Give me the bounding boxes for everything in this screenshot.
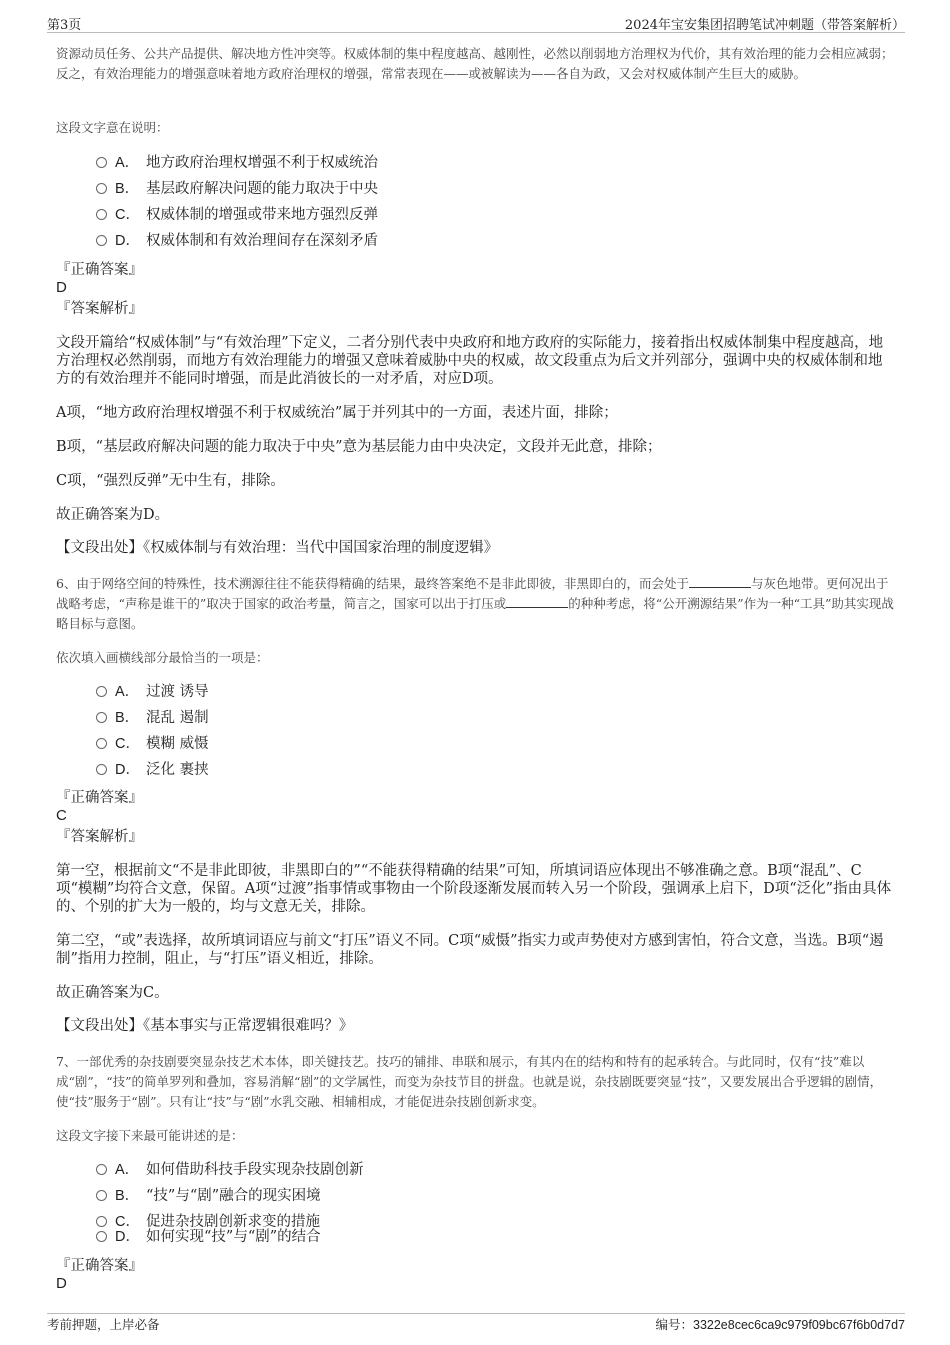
- q7-option-a[interactable]: A． 如何借助科技手段实现杂技剧创新: [96, 1160, 364, 1180]
- q7-answer-label: 『正确答案』: [56, 1258, 143, 1274]
- q5-analysis-label: 『答案解析』: [56, 301, 143, 317]
- radio-icon[interactable]: [96, 209, 107, 220]
- page-footer: [47, 1313, 905, 1332]
- q7-option-d[interactable]: D． 如何实现“技”与“剧”的结合: [96, 1227, 321, 1247]
- q6-option-a[interactable]: A． 过渡 诱导: [96, 682, 209, 702]
- q5-analysis-paragraph: C项，“强烈反弹”无中生有，排除。: [56, 473, 285, 489]
- q5-answer-label: 『正确答案』: [56, 262, 143, 278]
- radio-icon[interactable]: [96, 738, 107, 749]
- q5-analysis-paragraph: B项，“基层政府解决问题的能力取决于中央”意为基层能力由中央决定，文段并无此意，排除；: [56, 439, 662, 455]
- q6-passage: 6、由于网络空间的特殊性，技术溯源往往不能获得精确的结果，最终答案绝不是非此即彼，非黑即白的，而会处于 与灰色地带。更何况出于战略考虑，“声称是谁干的”取决于国家的政治考量，简言之，国家可以出于打压或 的种种考虑，将“公开溯源结果”作为一种“工具”助其实现战略目标与意图。: [56, 576, 894, 631]
- q6-analysis-paragraph: 第二空，“或”表选择，故所填词语应与前文“打压”语义不同。C项“威慑”指实力或声势使对方感到害怕，符合文意，当选。B项“遏制”指用力控制，阻止，与“打压”语义相近，排除。: [56, 933, 884, 967]
- fill-blank: [689, 575, 751, 588]
- document-title: 2024年宝安集团招聘笔试冲刺题（带答案解析）: [624, 18, 905, 33]
- radio-icon[interactable]: [96, 686, 107, 697]
- radio-icon[interactable]: [96, 1231, 107, 1242]
- q5-analysis-paragraph: 文段开篇给“权威体制”与“有效治理”下定义，二者分别代表中央政府和地方政府的实际能力，接着指出权威体制集中程度越高，地方治理权必然削弱，而地方有效治理能力的增强又意味着威胁中央的权威，故文段重点为后文并列部分，强调中央的权威体制和地方的有效治理并不能同时增强，而是此消彼长的一对矛盾，对应D项。: [56, 335, 884, 387]
- q6-prompt: 依次填入画横线部分最恰当的一项是：: [56, 650, 269, 665]
- page-header: [47, 12, 905, 33]
- q7-passage: 7、一部优秀的杂技剧要突显杂技艺术本体，即关键技艺。技巧的铺排、串联和展示，有其内在的结构和特有的起承转合。与此同时，仅有“技”难以成“剧”，“技”的简单罗列和叠加，容易消解“剧”的文学属性，而变为杂技节目的拼盘。也就是说，杂技剧既要突显“技”，又要发展出合乎逻辑的剧情，使“技”服务于“剧”。只有让“技”与“剧”水乳交融、相辅相成，才能促进杂技剧创新求变。: [56, 1054, 883, 1109]
- q5-option-c[interactable]: C． 权威体制的增强或带来地方强烈反弹: [96, 205, 378, 225]
- footer-slogan: 考前押题，上岸必备: [47, 1317, 160, 1332]
- q6-answer-label: 『正确答案』: [56, 790, 143, 806]
- radio-icon[interactable]: [96, 712, 107, 723]
- q6-option-d[interactable]: D． 泛化 裹挟: [96, 760, 209, 780]
- radio-icon[interactable]: [96, 1216, 107, 1227]
- q5-prompt: 这段文字意在说明：: [56, 120, 169, 135]
- q6-option-b[interactable]: B． 混乱 遏制: [96, 708, 209, 728]
- radio-icon[interactable]: [96, 1190, 107, 1201]
- q6-analysis-paragraph: 第一空，根据前文“不是非此即彼，非黑即白的”“不能获得精确的结果”可知，所填词语应体现出不够准确之意。B项“混乱”、C项“模糊”均符合文意，保留。A项“过渡”指事情或事物由一个阶段逐渐发展而转入另一个阶段，强调承上启下，D项“泛化”指由具体的、个别的扩大为一般的，均与文意无关，排除。: [56, 863, 892, 915]
- fill-blank: [506, 595, 568, 608]
- footer-code: 编号：3322e8cec6ca9c979f09bc67f6b0d7d7: [655, 1317, 905, 1332]
- q5-option-d[interactable]: D． 权威体制和有效治理间存在深刻矛盾: [96, 231, 378, 251]
- radio-icon[interactable]: [96, 157, 107, 168]
- q6-source: 【文段出处】《基本事实与正常逻辑很难吗？》: [56, 1018, 354, 1034]
- q5-conclusion: 故正确答案为D。: [56, 507, 170, 523]
- q7-prompt: 这段文字接下来最可能讲述的是：: [56, 1128, 244, 1143]
- radio-icon[interactable]: [96, 764, 107, 775]
- q5-passage: 资源动员任务、公共产品提供、解决地方性冲突等。权威体制的集中程度越高、越刚性，必然以削弱地方治理权为代价，其有效治理的能力会相应减弱；反之，有效治理能力的增强意味着地方政府治理权的增强，常常表现在——或被解读为——各自为政，又会对权威体制产生巨大的威胁。: [56, 46, 894, 81]
- q5-source: 【文段出处】《权威体制与有效治理：当代中国国家治理的制度逻辑》: [56, 540, 499, 556]
- q6-conclusion: 故正确答案为C。: [56, 985, 169, 1001]
- q6-option-c[interactable]: C． 模糊 威慑: [96, 734, 209, 754]
- q7-option-c[interactable]: C． 促进杂技剧创新求变的措施: [96, 1212, 320, 1232]
- q5-analysis-paragraph: A项，“地方政府治理权增强不利于权威统治”属于并列其中的一方面，表述片面，排除；: [56, 405, 618, 421]
- radio-icon[interactable]: [96, 1164, 107, 1175]
- q5-option-a[interactable]: A． 地方政府治理权增强不利于权威统治: [96, 153, 378, 173]
- q7-answer: D: [56, 1275, 67, 1292]
- q6-analysis-label: 『答案解析』: [56, 829, 143, 845]
- radio-icon[interactable]: [96, 235, 107, 246]
- q5-answer: D: [56, 279, 67, 296]
- q5-option-b[interactable]: B． 基层政府解决问题的能力取决于中央: [96, 179, 378, 199]
- page-number: 第3页: [47, 18, 82, 33]
- radio-icon[interactable]: [96, 183, 107, 194]
- q6-answer: C: [56, 807, 67, 824]
- q7-option-b[interactable]: B． “技”与“剧”融合的现实困境: [96, 1186, 321, 1206]
